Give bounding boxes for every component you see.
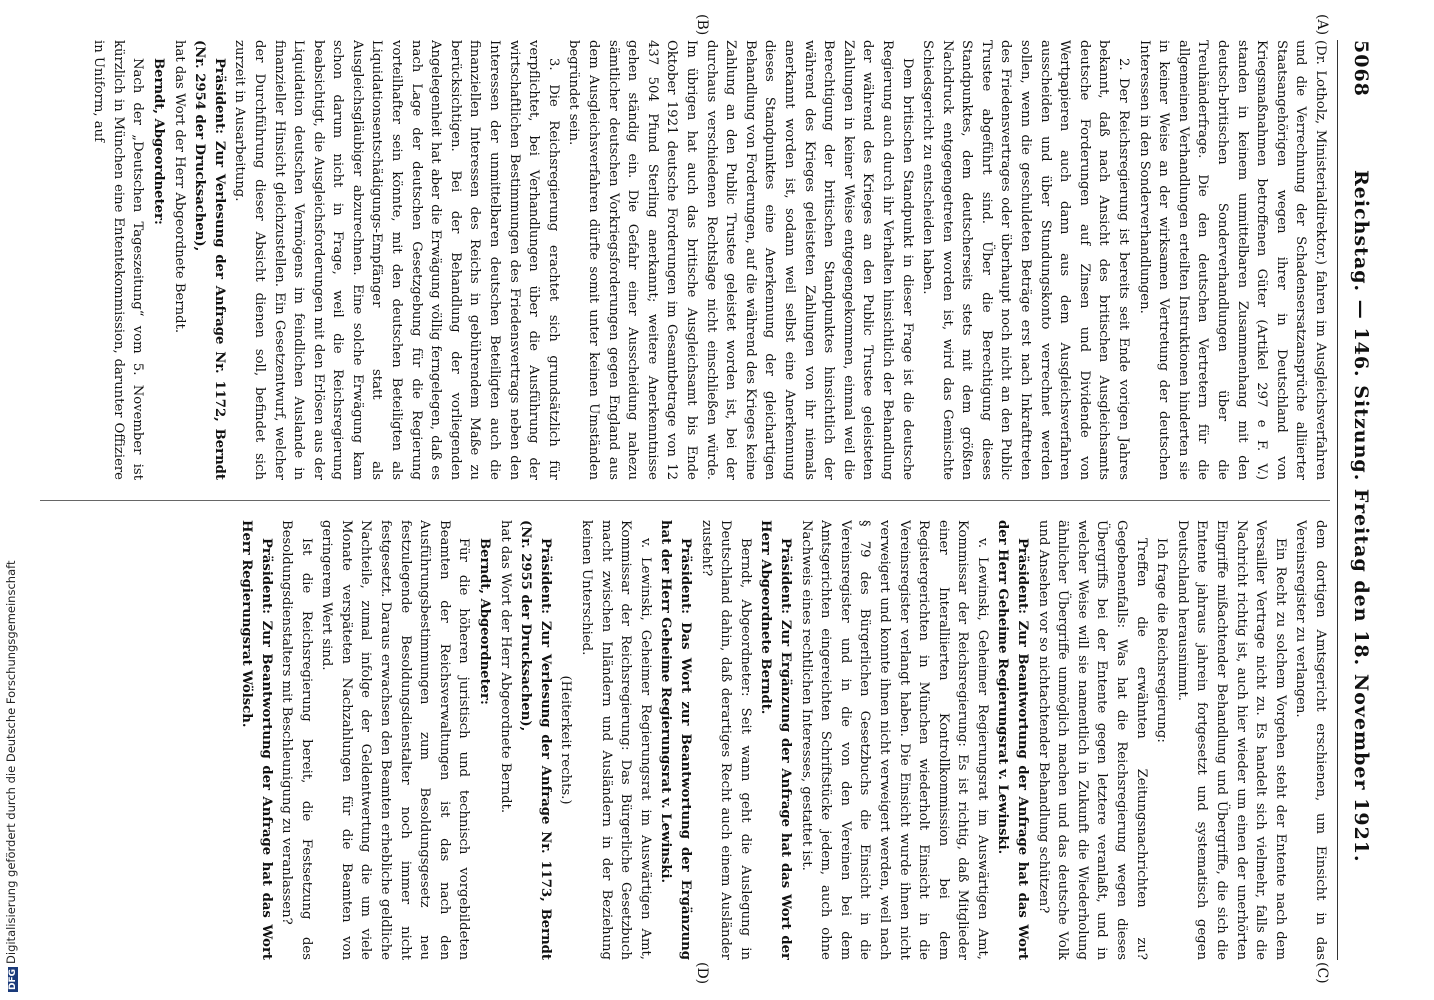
paragraph: Ich frage die Reichsregierung: [1154,538,1170,743]
paragraph: Berndt, Abgeordneter: Seit wann geht die Auslegung in Deutschland dahin, daß derartiges Recht auch einem Ausländer zusteht? [698,520,753,960]
interjection: (Heiterkeit rechts.) [558,675,574,805]
margin-marker-c: (C) [1314,962,1330,984]
margin-marker-b: (B) [694,14,710,36]
paragraph: Nach der „Deutschen Tageszeitung“ vom 5. November ist kürzlich in München eine Ententekommission, darunter Offiziere in Uniform, auf [91,40,146,480]
paragraph: 2. Der Reichsregierung ist bereits seit Ende vorigen Jahres bekannt, daß nach Ansicht des britischen Ausgleichsamts deutsche Forderungen auf Zinsen und Dividende von Wertpapieren auch dann aus dem Ausgleichsverfahren ausscheiden und über Stundungskonto verrechnet werden sollen, wenn die geschuldeten Beträge erst nach Inkrafttreten des Friedensvertrages oder überhaupt noch nicht an den Public Trustee abgeführt sind. Über die Berechtigung dieses Standpunktes, dem deutscherseits stets mit dem größten Nachdruck entgegengetreten worden ist, wird das Gemischte Schiedsgericht zu entscheiden haben. [920,40,1132,480]
paragraph: Dem britischen Standpunkt in dieser Frage ist die deutsche Regierung auch durch ihr Verhalten hinsichtlich der Behandlung der während des Krieges an den Public Trustee geleisteten Zahlungen in keiner Weise entgegengekommen, einmal weil die Berechtigung der britischen Standpunktes hinsichtlich der während des Krieges geleisteten Zahlungen von ihr niemals anerkannt worden ist, sodann weil selbst eine Anerkennung dieses Standpunktes eine Anerkennung der gleichartigen Behandlung von Forderungen, auf die während des Krieges keine Zahlung an den Public Trustee geleistet worden ist, bei der durchaus verschiedenen Rechtslage nicht einschließen würde. Im übrigen hat auch das britische Ausgleichsamt bis Ende Oktober 1921 deutsche Forderungen im Gesamtbetrage von 12 437 504 Pfund Sterling anerkannt; weitere Anerkenntnisse gehen ständig ein. Die Gefahr einer Ausscheidung nahezu sämtlicher deutschen Vorkriegsforderungen gegen England aus dem Ausgleichsverfahren dürfte somit unter keinen Umständen begründet sein. [566,40,915,480]
paragraph: Treffen die erwähnten Zeitungsnachrichten zu? Gegebenenfalls: Was hat die Reichsregierung wegen dieses Übergriffs bei der Entente gegen letztere veranlaßt, und in welcher Weise will sie namentlich in Zukunft die Wiederholung ähnlicher Übergriffe unmöglich machen und das deutsche Volk und Ansehen vor so nichtachtender Behandlung schützen? [1035,520,1149,960]
paragraph: 3. Die Reichsregierung erachtet sich grundsätzlich für verpflichtet, bei Verhandlungen über die Ausführung der wirtschaftlichen Bestimmungen des Friedensvertrags neben den Interessen der unmittelbaren deutschen Beteiligten auch die finanziellen Interessen des Reichs in gebührendem Maße zu berücksichtigen. Bei der Behandlung der vorliegenden Angelegenheit hat aber die Erwägung völlig ferngelegen, daß es nach Lage der deutschen Gesetzgebung für die Regierung vorteilhafter sein könnte, mit den deutschen Beteiligten als Liquidationsentschädigungs-Empfänger statt als Ausgleichsgläubiger abzurechnen. Eine solche Erwägung kam schon darum nicht in Frage, weil die Reichsregierung beabsichtigt, die Ausgleichsforderungen mit den Erlösen aus der Liquidation deutschen Vermögens im feindlichen Auslande in finanzieller Hinsicht gleichzustellen. Ein Gesetzentwurf, welcher der Durchführung dieser Absicht dienen soll, befindet sich zurzeit in Ausarbeitung. [232,40,561,480]
speaker-line: Berndt, Abgeordneter: [477,538,493,705]
page-number: 5068 [1350,40,1372,97]
right-column [30,520,1330,960]
speaker-line: Berndt, Abgeordneter: [150,58,166,225]
paragraph-president: Präsident: Zur Verlesung der Anfrage Nr. 1172, Berndt (Nr. 2954 der Drucksachen), [192,40,227,480]
column-divider [40,500,1330,501]
paragraph: v. Lewinski, Geheimer Regierungsrat im Auswärtigen Amt, Kommissar der Reichsregierung: Es ist richtig, daß Mitglieder einer Interalliierten Kontrollkommission bei dem Registergerichten in München wiederholt Einsicht in die Vereinsregister verlangt haben. Die Einsicht wurde ihnen nicht verweigert und konnte ihnen nicht verweigert werden, weil nach § 79 des Bürgerlichen Gesetzbuchs die Einsicht in die Vereinsregister und in die von den Vereinen bei dem Amtsgerichten eingereichten Schriftstücke jedem, auch ohne Nachweis eines rechtlichen Interesses, gestattet ist. [798,520,990,960]
paragraph-president: Präsident: Zur Ergänzung der Anfrage hat das Wort der Herr Abgeordnete Berndt. [758,520,793,960]
paragraph-president: Präsident: Zur Beantwortung der Anfrage hat das Wort Herr Regierungsrat Wölsch. [238,520,274,960]
paragraph: hat das Wort der Herr Abgeordnete Berndt. [171,40,187,334]
dfg-logo-icon: DFG [8,968,18,990]
page-header [1342,40,1372,960]
paragraph: Ist die Reichsregierung bereit, die Festsetzung des Besoldungsdienstalters mit Beschleunigung zu veranlassen? [279,520,314,960]
paragraph: (Dr. Lotholz, Ministerialdirektor.) fahren im Ausgleichsverfahren und die Verrechnung der Schadensersatzansprüche alliierter Staatsangehörigen wegen ihrer in Deutschland von Kriegsmaßnahmen betroffenen Güter (Artikel 297 e F. V.) standen in keinem unmittelbaren Zusammenhang mit den deutsch-britischen Sonderverhandlungen über die Treuhänderfrage. Die den deutschen Vertretern für die allgemeinen Verhandlungen erteilten Instruktionen hinderten sie in keiner Weise an der wirksamen Vertretung der deutschen Interessen in den Sonderverhandlungen. [1136,40,1328,480]
margin-marker-a: (A) [1314,14,1330,36]
paragraph: hat das Wort der Herr Abgeordnete Berndt. [497,520,513,814]
paragraph-president: Präsident: Das Wort zur Beantwortung der Ergänzung hat der Herr Geheime Regierungsrat v. Lewinski. [658,520,693,960]
digitization-footer [4,561,18,992]
paragraph: Ein Recht zu solchem Vorgehen steht der Entente nach dem Versailler Vertrage nicht zu. Es handelt sich vielmehr, falls die Nachricht richtig ist, auch hier wieder um einen der unerhörten Eingriffe mißachtender Behandlung und Übergriffe, die sich die Entente jahraus jahrein fortgesetzt und systematisch gegen Deutschland herausnimmt. [1174,520,1288,960]
left-column [30,40,1330,480]
header-rule [1337,40,1338,960]
running-head: Reichstag. — 146. Sitzung. Freitag den 18. November 1921. [1350,170,1372,863]
paragraph: Für die höheren juristisch und technisch vorgebildeten Beamten der Reichsverwaltungen ist das nach den Ausführungsbestimmungen zum Besoldungsgesetz neu festzulegende Besoldungsdienstalter noch immer nicht festgesetzt. Daraus erwachsen den Beamten erhebliche geldliche Nachteile, zumal infolge der Geldentwertung die um viele Monate verspäteten Nachzahlungen für die Beamten von geringerem Wert sind. [319,520,472,960]
paragraph-president: Präsident: Zur Verlesung der Anfrage Nr. 1173, Berndt (Nr. 2955 der Drucksachen), [518,520,553,960]
paragraph: v. Lewinski, Geheimer Regierungsrat im Auswärtigen Amt, Kommissar der Reichsregierung: Das Bürgerliche Gesetzbuch macht zwischen Inländern und Ausländern in der Beziehung keinen Unterschied. [579,520,653,960]
paragraph: dem dortigen Amtsgericht erschienen, um Einsicht in das Vereinsregister zu verlangen. [1293,520,1328,960]
margin-marker-d: (D) [694,962,710,985]
paragraph-president: Präsident: Zur Beantwortung der Anfrage hat das Wort der Herr Geheime Regierungsrat v. Lewinski. [995,520,1031,960]
footer-text: Digitalisierung gefördert durch die Deutsche Forschungsgemeinschaft [4,560,18,964]
